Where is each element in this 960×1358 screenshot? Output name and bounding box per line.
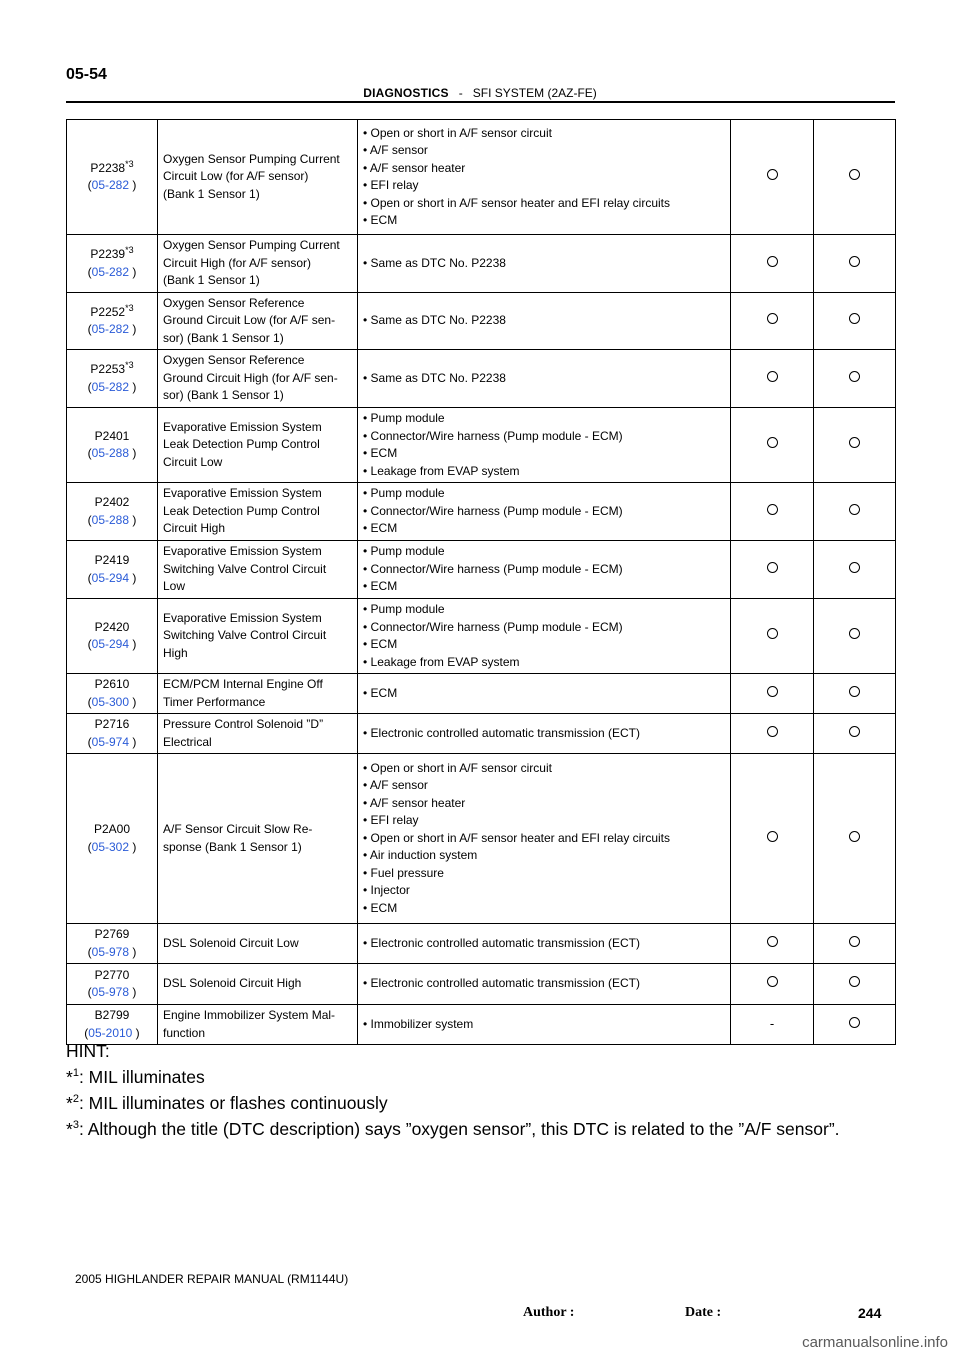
dtc-code: P2401 bbox=[94, 428, 130, 443]
dtc-description-cell bbox=[158, 350, 358, 408]
trouble-area-item: • ECM bbox=[363, 685, 725, 703]
dtc-row bbox=[67, 541, 896, 599]
mil-cell bbox=[731, 599, 814, 674]
description-line: Oxygen Sensor Reference bbox=[163, 353, 305, 368]
circle-mark-icon bbox=[767, 562, 778, 573]
footnote-marker: *3 bbox=[125, 158, 134, 169]
dtc-code: P2252 bbox=[90, 304, 126, 319]
dtc-code: P2239 bbox=[90, 247, 126, 261]
page-ref-link[interactable]: 05-294 bbox=[91, 570, 130, 585]
trouble-area-item: • Connector/Wire harness (Pump module - ECM) bbox=[363, 619, 725, 637]
hint-section bbox=[66, 1040, 946, 1139]
trouble-area-cell bbox=[358, 1005, 731, 1045]
dtc-code: P2610 bbox=[94, 677, 130, 691]
page-ref-link[interactable]: 05-282 bbox=[91, 264, 130, 279]
footer-author-label: Author : bbox=[523, 1305, 575, 1320]
dtc-description-cell bbox=[158, 674, 358, 714]
dtc-code-cell: P2420 (05-294 ) bbox=[67, 599, 158, 674]
dtc-code-cell: P2610 (05-300 ) bbox=[67, 674, 158, 714]
mil-cell bbox=[731, 483, 814, 541]
dtc-code-cell: P2716 (05-974 ) bbox=[67, 714, 158, 754]
memory-cell bbox=[814, 714, 896, 754]
dtc-description-cell bbox=[158, 541, 358, 599]
memory-cell bbox=[814, 599, 896, 674]
description-line: ECM/PCM Internal Engine Off bbox=[163, 677, 323, 691]
trouble-area-item: • ECM bbox=[363, 900, 725, 918]
trouble-area-item: • Leakage from EVAP system bbox=[363, 463, 725, 481]
dtc-table-body bbox=[67, 120, 896, 1045]
circle-mark-icon bbox=[767, 976, 778, 987]
description-line: Circuit High (for A/F sensor) bbox=[163, 255, 312, 270]
mil-cell bbox=[731, 408, 814, 483]
dtc-row bbox=[67, 1005, 896, 1045]
description-line: (Bank 1 Sensor 1) bbox=[163, 273, 260, 288]
memory-cell bbox=[814, 408, 896, 483]
circle-mark-icon bbox=[849, 371, 860, 382]
subsection-name: SFI SYSTEM (2AZ-FE) bbox=[472, 86, 597, 100]
memory-cell bbox=[814, 541, 896, 599]
description-line: (Bank 1 Sensor 1) bbox=[163, 186, 260, 201]
circle-mark-icon bbox=[849, 562, 860, 573]
dtc-row bbox=[67, 674, 896, 714]
footer-page-number: 244 bbox=[858, 1305, 882, 1321]
mil-cell bbox=[731, 714, 814, 754]
trouble-area-cell bbox=[358, 350, 731, 408]
description-line: Oxygen Sensor Reference bbox=[163, 295, 305, 310]
description-line: Ground Circuit Low (for A/F sen- bbox=[163, 313, 336, 328]
circle-mark-icon bbox=[849, 686, 860, 697]
circle-mark-icon bbox=[849, 1017, 860, 1028]
circle-mark-icon bbox=[849, 169, 860, 180]
mil-cell bbox=[731, 674, 814, 714]
memory-cell bbox=[814, 1005, 896, 1045]
hint-note bbox=[66, 1088, 946, 1114]
mil-cell bbox=[731, 235, 814, 293]
description-line: Evaporative Emission System bbox=[163, 544, 322, 559]
note-asterisk: * bbox=[66, 1118, 73, 1139]
dtc-code-cell: P2401 (05-288 ) bbox=[67, 408, 158, 483]
note-number: 1 bbox=[72, 1067, 79, 1079]
dtc-row bbox=[67, 408, 896, 483]
dtc-row bbox=[67, 924, 896, 964]
trouble-area-cell bbox=[358, 964, 731, 1005]
description-line: DSL Solenoid Circuit Low bbox=[163, 935, 299, 950]
trouble-area-item: • Electronic controlled automatic transmission (ECT) bbox=[363, 975, 725, 993]
mil-cell bbox=[731, 120, 814, 235]
dtc-row bbox=[67, 293, 896, 350]
header-dash: - bbox=[458, 86, 463, 100]
header-title bbox=[0, 86, 960, 100]
trouble-area-item: • EFI relay bbox=[363, 812, 725, 830]
dtc-code-cell: P2253$^{*3}$ (05-282 ) bbox=[67, 350, 158, 408]
hint-title: HINT: bbox=[66, 1041, 110, 1061]
description-line: Evaporative Emission System bbox=[163, 486, 322, 501]
footnote-marker: *3 bbox=[125, 245, 134, 255]
mil-cell bbox=[731, 924, 814, 964]
page-ref-link[interactable]: 05-302 bbox=[91, 839, 130, 854]
circle-mark-icon bbox=[767, 437, 778, 448]
trouble-area-item: • Electronic controlled automatic transmission (ECT) bbox=[363, 725, 725, 743]
trouble-area-cell bbox=[358, 754, 731, 924]
dtc-code-cell: P2252$^{*3}$ (05-282 ) bbox=[67, 293, 158, 350]
description-line: A/F Sensor Circuit Slow Re- bbox=[163, 822, 313, 836]
trouble-area-item: • Connector/Wire harness (Pump module - ECM) bbox=[363, 428, 725, 446]
mil-cell bbox=[731, 541, 814, 599]
circle-mark-icon bbox=[767, 371, 778, 382]
trouble-area-cell bbox=[358, 541, 731, 599]
trouble-area-item: • A/F sensor heater bbox=[363, 160, 725, 178]
mil-cell bbox=[731, 293, 814, 350]
description-line: Evaporative Emission System bbox=[163, 419, 322, 434]
circle-mark-icon bbox=[849, 726, 860, 737]
mil-cell bbox=[731, 754, 814, 924]
trouble-area-cell bbox=[358, 483, 731, 541]
description-line: Evaporative Emission System bbox=[163, 610, 322, 625]
dtc-row bbox=[67, 120, 896, 235]
description-line: Circuit High bbox=[163, 521, 226, 536]
trouble-area-cell bbox=[358, 924, 731, 964]
trouble-area-item: • Open or short in A/F sensor heater and EFI relay circuits bbox=[363, 195, 725, 213]
dtc-code: B2799 bbox=[94, 1008, 130, 1022]
page-ref-link[interactable]: 05-288 bbox=[91, 512, 130, 527]
dtc-description-cell bbox=[158, 754, 358, 924]
memory-cell bbox=[814, 293, 896, 350]
watermark: carmanualsonline.info bbox=[802, 1334, 948, 1351]
circle-mark-icon bbox=[767, 313, 778, 324]
page-number: 05-54 bbox=[66, 66, 107, 83]
trouble-area-item: • Pump module bbox=[363, 410, 725, 428]
circle-mark-icon bbox=[767, 256, 778, 267]
footnote-marker: *3 bbox=[125, 302, 134, 313]
page-ref-link[interactable]: 05-282 bbox=[91, 379, 130, 394]
hint-note bbox=[66, 1114, 946, 1140]
circle-mark-icon bbox=[767, 726, 778, 737]
description-line: function bbox=[163, 1025, 206, 1040]
trouble-area-item: • EFI relay bbox=[363, 177, 725, 195]
dtc-row bbox=[67, 483, 896, 541]
dtc-row bbox=[67, 350, 896, 408]
trouble-area-item: • Open or short in A/F sensor circuit bbox=[363, 760, 725, 778]
mil-cell bbox=[731, 350, 814, 408]
trouble-area-item: • ECM bbox=[363, 445, 725, 463]
description-line: Leak Detection Pump Control bbox=[163, 437, 320, 452]
dtc-description-cell bbox=[158, 483, 358, 541]
dtc-code-cell: P2769 (05-978 ) bbox=[67, 924, 158, 964]
trouble-area-item: • ECM bbox=[363, 636, 725, 654]
memory-cell bbox=[814, 924, 896, 964]
trouble-area-item: • Same as DTC No. P2238 bbox=[363, 312, 725, 330]
description-line: Engine Immobilizer System Mal- bbox=[163, 1008, 336, 1022]
description-line: sor) (Bank 1 Sensor 1) bbox=[163, 330, 284, 345]
dtc-description-cell bbox=[158, 120, 358, 235]
dtc-description-cell bbox=[158, 964, 358, 1005]
dtc-code-cell: P2770 (05-978 ) bbox=[67, 964, 158, 1005]
mil-cell bbox=[731, 1005, 814, 1045]
dtc-row bbox=[67, 754, 896, 924]
dash-mark: - bbox=[769, 1016, 775, 1032]
trouble-area-item: • Pump module bbox=[363, 485, 725, 503]
dtc-description-cell bbox=[158, 408, 358, 483]
footer-manual-title: 2005 HIGHLANDER REPAIR MANUAL (RM1144U) bbox=[75, 1272, 349, 1286]
trouble-area-item: • Same as DTC No. P2238 bbox=[363, 255, 725, 273]
trouble-area-item: • Fuel pressure bbox=[363, 865, 725, 883]
description-line: sponse (Bank 1 Sensor 1) bbox=[163, 839, 302, 854]
dtc-code: P2402 bbox=[94, 495, 130, 509]
circle-mark-icon bbox=[849, 504, 860, 515]
circle-mark-icon bbox=[767, 936, 778, 947]
circle-mark-icon bbox=[849, 976, 860, 987]
trouble-area-item: • Pump module bbox=[363, 543, 725, 561]
trouble-area-item: • Open or short in A/F sensor heater and EFI relay circuits bbox=[363, 830, 725, 848]
page-ref-link[interactable]: 05-978 bbox=[91, 944, 130, 959]
dtc-code: P2253 bbox=[90, 362, 126, 376]
description-line: Electrical bbox=[163, 734, 212, 749]
circle-mark-icon bbox=[849, 831, 860, 842]
circle-mark-icon bbox=[849, 313, 860, 324]
footnote-marker: *3 bbox=[125, 360, 134, 370]
trouble-area-item: • Electronic controlled automatic transmission (ECT) bbox=[363, 935, 725, 953]
note-number: 2 bbox=[72, 1092, 79, 1105]
header-rule bbox=[66, 101, 895, 103]
trouble-area-item: • A/F sensor heater bbox=[363, 795, 725, 813]
memory-cell bbox=[814, 350, 896, 408]
note-text: : MIL illuminates or flashes continuously bbox=[78, 1092, 388, 1113]
circle-mark-icon bbox=[849, 437, 860, 448]
memory-cell bbox=[814, 483, 896, 541]
description-line: Circuit Low (for A/F sensor) bbox=[163, 169, 309, 184]
trouble-area-item: • Air induction system bbox=[363, 847, 725, 865]
trouble-area-item: • Leakage from EVAP system bbox=[363, 654, 725, 672]
circle-mark-icon bbox=[767, 628, 778, 639]
page-ref-link[interactable]: 05-288 bbox=[91, 446, 130, 460]
trouble-area-cell bbox=[358, 408, 731, 483]
trouble-area-cell bbox=[358, 235, 731, 293]
description-line: Ground Circuit High (for A/F sen- bbox=[163, 370, 338, 385]
trouble-area-item: • ECM bbox=[363, 578, 725, 596]
circle-mark-icon bbox=[767, 504, 778, 515]
description-line: Circuit Low bbox=[163, 454, 223, 469]
circle-mark-icon bbox=[849, 256, 860, 267]
dtc-table bbox=[66, 119, 896, 1045]
dtc-description-cell bbox=[158, 599, 358, 674]
note-text: : Although the title (DTC description) says ”oxygen sensor”, this DTC is related to the ”A/F sensor”. bbox=[78, 1118, 840, 1139]
trouble-area-cell bbox=[358, 674, 731, 714]
note-asterisk: * bbox=[66, 1092, 73, 1113]
memory-cell bbox=[814, 674, 896, 714]
circle-mark-icon bbox=[849, 628, 860, 639]
description-line: sor) (Bank 1 Sensor 1) bbox=[163, 388, 284, 403]
footer-date-label: Date : bbox=[685, 1305, 722, 1320]
trouble-area-item: • Connector/Wire harness (Pump module - ECM) bbox=[363, 561, 725, 579]
trouble-area-cell bbox=[358, 714, 731, 754]
dtc-code: P2420 bbox=[94, 619, 130, 634]
trouble-area-item: • ECM bbox=[363, 520, 725, 538]
hint-notes bbox=[66, 1062, 946, 1139]
description-line: Low bbox=[163, 579, 186, 594]
memory-cell bbox=[814, 120, 896, 235]
page-ref-link[interactable]: 05-294 bbox=[91, 637, 130, 651]
dtc-description-cell bbox=[158, 1005, 358, 1045]
dtc-row bbox=[67, 599, 896, 674]
trouble-area-item: • Connector/Wire harness (Pump module - ECM) bbox=[363, 503, 725, 521]
dtc-code-cell: P2238$^{*3}$ (05-282 ) bbox=[67, 120, 158, 235]
trouble-area-item: • Injector bbox=[363, 882, 725, 900]
dtc-code-cell: P2A00 (05-302 ) bbox=[67, 754, 158, 924]
trouble-area-item: • A/F sensor bbox=[363, 142, 725, 160]
memory-cell bbox=[814, 754, 896, 924]
page-ref-link[interactable]: 05-978 bbox=[91, 985, 130, 999]
description-line: Switching Valve Control Circuit bbox=[163, 561, 327, 576]
circle-mark-icon bbox=[767, 686, 778, 697]
memory-cell bbox=[814, 964, 896, 1005]
hint-note bbox=[66, 1062, 946, 1088]
section-name: DIAGNOSTICS bbox=[363, 86, 449, 100]
dtc-code: P2769 bbox=[94, 927, 130, 941]
dtc-code-cell: P2239$^{*3}$ (05-282 ) bbox=[67, 235, 158, 293]
trouble-area-cell bbox=[358, 599, 731, 674]
description-line: DSL Solenoid Circuit High bbox=[163, 976, 302, 991]
page-ref-link[interactable]: 05-974 bbox=[91, 734, 130, 749]
description-line: Pressure Control Solenoid ”D” bbox=[163, 717, 324, 731]
dtc-row bbox=[67, 235, 896, 293]
dtc-description-cell bbox=[158, 293, 358, 350]
dtc-code: P2238 bbox=[90, 160, 126, 175]
note-number: 3 bbox=[72, 1118, 79, 1131]
mil-cell bbox=[731, 964, 814, 1005]
note-asterisk: * bbox=[66, 1066, 73, 1087]
trouble-area-item: • Open or short in A/F sensor circuit bbox=[363, 125, 725, 143]
description-line: Timer Performance bbox=[163, 694, 266, 709]
dtc-description-cell bbox=[158, 924, 358, 964]
page-ref-link[interactable]: 05-2010 bbox=[88, 1025, 133, 1040]
trouble-area-cell bbox=[358, 120, 731, 235]
dtc-code: P2716 bbox=[94, 717, 130, 731]
page-ref-link[interactable]: 05-300 bbox=[91, 694, 130, 709]
dtc-description-cell bbox=[158, 235, 358, 293]
trouble-area-item: • ECM bbox=[363, 212, 725, 230]
trouble-area-item: • Pump module bbox=[363, 601, 725, 619]
dtc-code: P2A00 bbox=[93, 822, 131, 836]
trouble-area-item: • Same as DTC No. P2238 bbox=[363, 370, 725, 388]
dtc-code: P2419 bbox=[94, 553, 130, 567]
page-ref-link[interactable]: 05-282 bbox=[91, 178, 130, 192]
dtc-code: P2770 bbox=[94, 967, 130, 982]
description-line: Switching Valve Control Circuit bbox=[163, 628, 327, 643]
circle-mark-icon bbox=[849, 936, 860, 947]
trouble-area-item: • A/F sensor bbox=[363, 777, 725, 795]
description-line: High bbox=[163, 645, 188, 660]
description-line: Oxygen Sensor Pumping Current bbox=[163, 238, 340, 253]
trouble-area-item: • Immobilizer system bbox=[363, 1016, 725, 1034]
dtc-row bbox=[67, 964, 896, 1005]
note-text: : MIL illuminates bbox=[78, 1066, 205, 1087]
dtc-code-cell: P2419 (05-294 ) bbox=[67, 541, 158, 599]
dtc-row bbox=[67, 714, 896, 754]
page-ref-link[interactable]: 05-282 bbox=[91, 322, 130, 336]
circle-mark-icon bbox=[767, 831, 778, 842]
dtc-description-cell bbox=[158, 714, 358, 754]
circle-mark-icon bbox=[767, 169, 778, 180]
description-line: Leak Detection Pump Control bbox=[163, 503, 320, 518]
trouble-area-cell bbox=[358, 293, 731, 350]
memory-cell bbox=[814, 235, 896, 293]
description-line: Oxygen Sensor Pumping Current bbox=[163, 151, 340, 166]
dtc-code-cell: B2799 (05-2010 ) bbox=[67, 1005, 158, 1045]
dtc-code-cell: P2402 (05-288 ) bbox=[67, 483, 158, 541]
